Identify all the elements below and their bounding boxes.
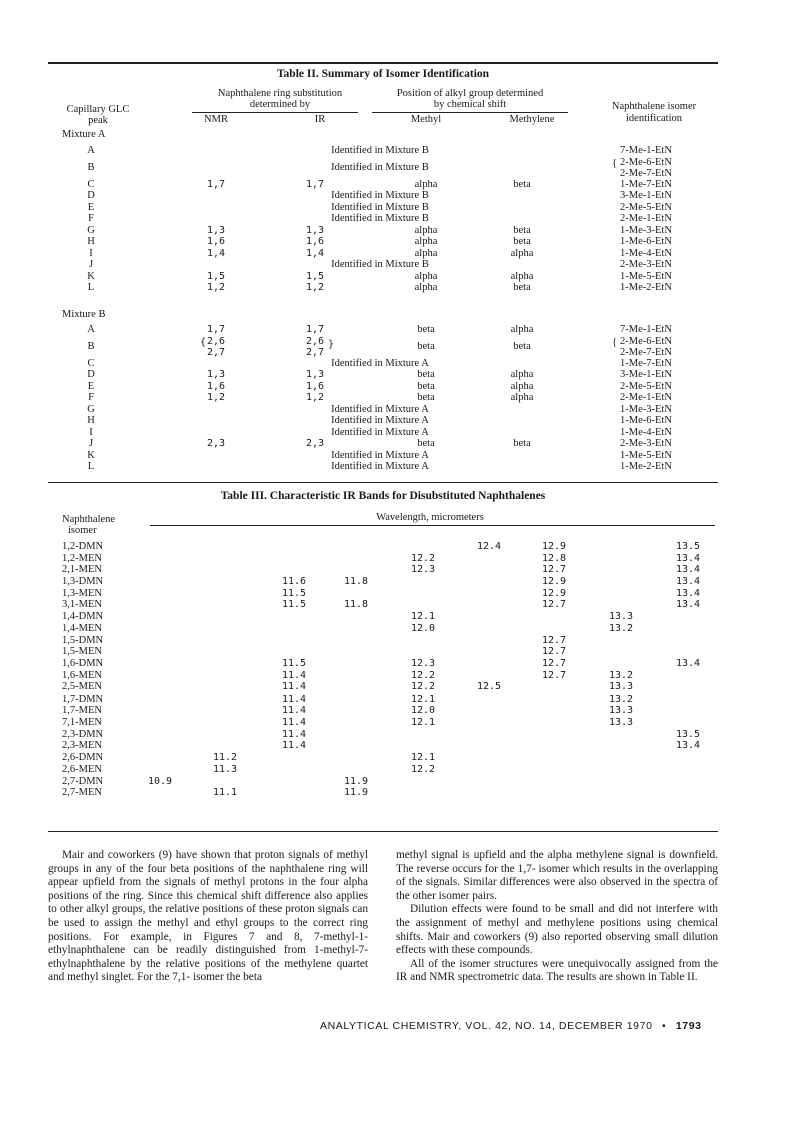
identified-in-note: Identified in Mixture B xyxy=(331,145,429,156)
ir-value: 2,6 xyxy=(306,335,325,347)
methyl-position: alpha xyxy=(414,224,438,236)
methyl-position: beta xyxy=(417,392,435,403)
methylene-position: alpha xyxy=(510,324,534,335)
ir-band-value: 13.4 xyxy=(676,658,701,670)
nmr-value: 1,7 xyxy=(207,324,226,335)
peak-letter: I xyxy=(89,247,93,259)
ir-band-value: 13.3 xyxy=(609,716,634,728)
nmr-value: 2,3 xyxy=(207,438,226,449)
isomer-identification: 1-Me-6-EtN xyxy=(620,415,672,426)
peak-letter: H xyxy=(87,415,95,426)
isomer-name: 1,3-DMN xyxy=(62,576,104,588)
position-rule xyxy=(372,112,568,113)
ir-band-value: 13.4 xyxy=(676,740,701,752)
table2-header-ir: IR xyxy=(314,114,326,125)
ir-band-value: 12.1 xyxy=(411,693,436,705)
isomer-name: 2,7-DMN xyxy=(62,775,104,787)
methylene-position: alpha xyxy=(510,369,534,380)
nmr-value: 1,6 xyxy=(207,236,226,247)
peak-letter: K xyxy=(87,270,95,282)
ir-band-value: 12.1 xyxy=(411,611,436,623)
peak-letter: K xyxy=(87,449,95,461)
ir-band-value: 13.3 xyxy=(609,681,634,693)
ir-band-value: 12.7 xyxy=(542,599,567,611)
nmr-value: 1,7 xyxy=(207,178,226,190)
methyl-position: beta xyxy=(417,369,435,380)
peak-letter: D xyxy=(87,369,95,380)
ir-value: 1,2 xyxy=(306,282,325,293)
ir-band-value: 13.4 xyxy=(676,564,701,575)
ir-band-value: 13.2 xyxy=(609,693,634,705)
table2-header-peak-1: Capillary GLC xyxy=(66,104,130,115)
isomer-identification: 2-Me-1-EtN xyxy=(620,213,672,224)
ir-band-value: 13.4 xyxy=(676,587,701,599)
ir-band-value: 11.4 xyxy=(282,728,307,740)
methyl-position: alpha xyxy=(414,247,438,259)
nmr-value: 2,6 xyxy=(207,335,226,347)
peak-letter: A xyxy=(87,324,95,335)
ir-band-value: 12.2 xyxy=(411,669,436,681)
isomer-name: 2,3-MEN xyxy=(62,740,102,752)
isomer-identification: 2-Me-7-EtN xyxy=(620,167,672,179)
nmr-value: 1,3 xyxy=(207,224,226,236)
ir-band-value: 12.3 xyxy=(411,564,436,575)
ir-band-value: 11.9 xyxy=(344,787,369,799)
ir-band-value: 12.9 xyxy=(542,587,567,599)
body-right-paragraph-1: methyl signal is upfield and the alpha methylene signal is downfield. The reverse occurs for the 1,7- isomer which results in the overlapping of the signals. Similar differences were also observed in the spectra of the other isomer pairs. xyxy=(396,849,718,902)
nmr-value: 1,5 xyxy=(207,270,226,282)
table2-header-peak-2: peak xyxy=(88,115,108,126)
peak-letter: J xyxy=(88,438,94,449)
peak-letter: H xyxy=(87,236,95,247)
isomer-name: 1,6-MEN xyxy=(62,669,102,681)
isomer-identification: 2-Me-6-EtN xyxy=(620,156,672,168)
ir-band-value: 11.5 xyxy=(282,587,307,599)
identified-in-note: Identified in Mixture A xyxy=(331,403,429,415)
ir-band-value: 12.2 xyxy=(411,552,436,564)
table2-header-position-2: by chemical shift xyxy=(433,99,507,110)
isomer-name: 1,4-DMN xyxy=(62,611,104,623)
ir-band-value: 13.4 xyxy=(676,552,701,564)
ir-band-value: 13.2 xyxy=(609,622,634,634)
ir-band-value: 13.5 xyxy=(676,541,701,552)
isomer-brace: { xyxy=(612,157,618,169)
body-left-column xyxy=(48,849,368,985)
methyl-position: alpha xyxy=(414,282,438,293)
ir-band-value: 13.3 xyxy=(609,611,634,623)
identified-in-note: Identified in Mixture A xyxy=(331,449,429,461)
table3-bottom-rule xyxy=(48,831,718,832)
ir-band-value: 11.5 xyxy=(282,599,307,611)
isomer-identification: 2-Me-1-EtN xyxy=(620,392,672,403)
ir-band-value: 11.1 xyxy=(213,787,238,799)
ir-band-value: 12.5 xyxy=(477,681,502,693)
isomer-name: 1,4-MEN xyxy=(62,622,102,634)
isomer-identification: 7-Me-1-EtN xyxy=(620,145,672,156)
methylene-position: beta xyxy=(513,224,531,236)
isomer-name: 2,1-MEN xyxy=(62,564,102,575)
methylene-position: beta xyxy=(513,438,531,449)
isomer-identification: 1-Me-7-EtN xyxy=(620,178,672,190)
ir-band-value: 12.7 xyxy=(542,564,567,575)
isomer-identification: 1-Me-4-EtN xyxy=(620,426,672,438)
isomer-identification: 2-Me-3-EtN xyxy=(620,438,672,449)
peak-letter: C xyxy=(87,357,95,369)
ir-band-value: 13.5 xyxy=(676,728,701,740)
ir-band-value: 12.7 xyxy=(542,646,567,658)
ir-band-value: 11.3 xyxy=(213,763,238,775)
ir-band-value: 11.5 xyxy=(282,658,307,670)
isomer-name: 1,6-DMN xyxy=(62,658,104,670)
journal-footer xyxy=(320,1020,702,1032)
methylene-position: alpha xyxy=(510,392,534,403)
ir-value: 1,3 xyxy=(306,369,325,380)
ir-value: 1,2 xyxy=(306,392,325,403)
table2-header-ring-sub-2: determined by xyxy=(249,99,311,110)
isomer-name: 3,1-MEN xyxy=(62,599,102,611)
table3-header-isomer-2: isomer xyxy=(68,525,97,536)
identified-in-note: Identified in Mixture B xyxy=(331,161,429,173)
isomer-identification: 1-Me-2-EtN xyxy=(620,461,672,472)
ir-band-value: 11.8 xyxy=(344,576,369,588)
ir-band-value: 13.2 xyxy=(609,669,634,681)
ir-band-value: 12.0 xyxy=(411,622,436,634)
ir-band-value: 11.4 xyxy=(282,740,307,752)
peak-letter: G xyxy=(87,224,95,236)
isomer-name: 1,2-MEN xyxy=(62,552,102,564)
identified-in-note: Identified in Mixture B xyxy=(331,190,429,201)
ir-band-value: 11.4 xyxy=(282,693,307,705)
isomer-name: 1,7-DMN xyxy=(62,693,104,705)
nmr-value: 1,2 xyxy=(207,392,226,403)
ir-band-value: 10.9 xyxy=(148,775,173,787)
journal-citation: ANALYTICAL CHEMISTRY, VOL. 42, NO. 14, DECEMBER 1970 xyxy=(320,1020,653,1032)
isomer-identification: 1-Me-3-EtN xyxy=(620,403,672,415)
ir-band-value: 12.9 xyxy=(542,576,567,588)
identified-in-note: Identified in Mixture A xyxy=(331,357,429,369)
nmr-value: 2,7 xyxy=(207,346,226,358)
ir-band-value: 11.2 xyxy=(213,752,238,764)
methylene-position: alpha xyxy=(510,247,534,259)
peak-letter: J xyxy=(88,259,94,270)
ir-value: 1,5 xyxy=(306,270,325,282)
ring-sub-rule xyxy=(192,112,358,113)
ir-band-value: 12.4 xyxy=(477,541,502,552)
isomer-identification: 3-Me-1-EtN xyxy=(620,190,672,201)
methylene-position: beta xyxy=(513,282,531,293)
body-right-paragraph-3: All of the isomer structures were unequivocally assigned from the IR and NMR spectrometric data. The results are shown in Table II. xyxy=(396,957,718,984)
body-left-paragraph: Mair and coworkers (9) have shown that proton signals of methyl groups in any of the four beta positions of the naphthalene ring will appear upfield from the signals of methyl protons in the four alpha positions of the ring. Since this chemical shift difference also applies to other alkyl groups, the relative positions of these proton signals can be used to assign the methyl and ethyl groups to the correct ring positions. For example, in Figures 7 and 8, 7-methyl-1-ethylnaphthalene can be readily distinguished from 1-methyl-7-ethylnaphthalene by the relative positions of the methylene quartet and methyl singlet. For the 7,1- isomer the beta xyxy=(48,849,368,984)
isomer-name: 1,5-MEN xyxy=(62,646,102,658)
peak-letter: I xyxy=(89,426,93,438)
nmr-value: 1,2 xyxy=(207,282,226,293)
isomer-identification: 1-Me-7-EtN xyxy=(620,357,672,369)
mixture-a-label: Mixture A xyxy=(62,129,106,140)
nmr-value: 1,4 xyxy=(207,247,226,259)
ir-value: 2,7 xyxy=(306,346,325,358)
isomer-identification: 7-Me-1-EtN xyxy=(620,324,672,335)
page-number: 1793 xyxy=(675,1020,702,1032)
identified-in-note: Identified in Mixture B xyxy=(331,213,429,224)
peak-letter: B xyxy=(87,340,95,352)
peak-letter: D xyxy=(87,190,95,201)
isomer-identification: 1-Me-5-EtN xyxy=(620,270,672,282)
methyl-position: beta xyxy=(417,324,435,335)
nmr-value: 1,3 xyxy=(207,369,226,380)
identified-in-note: Identified in Mixture A xyxy=(331,426,429,438)
ir-band-value: 11.4 xyxy=(282,705,307,716)
isomer-identification: 3-Me-1-EtN xyxy=(620,369,672,380)
methylene-position: alpha xyxy=(510,270,534,282)
isomer-name: 1,5-DMN xyxy=(62,634,104,646)
identified-in-note: Identified in Mixture A xyxy=(331,461,429,472)
top-rule xyxy=(48,62,718,64)
body-right-paragraph-2: Dilution effects were found to be small and did not interfere with the assignment of methyl and methylene positions using chemical shifts. Mair and coworkers (9) also reported observing small dilution effects with these compounds. xyxy=(396,903,718,957)
ir-band-value: 11.4 xyxy=(282,716,307,728)
table2-header-position-1: Position of alkyl group determined xyxy=(396,88,544,99)
table2-header-isomer-1: Naphthalene isomer xyxy=(611,101,697,112)
methyl-position: beta xyxy=(417,380,435,392)
isomer-name: 7,1-MEN xyxy=(62,716,102,728)
ir-band-value: 12.7 xyxy=(542,634,567,646)
nmr-value: { xyxy=(200,336,207,348)
isomer-identification: 1-Me-4-EtN xyxy=(620,247,672,259)
ir-value: 1,7 xyxy=(306,178,325,190)
ir-band-value: 12.2 xyxy=(411,763,436,775)
ir-band-value: 11.9 xyxy=(344,775,369,787)
methylene-position: beta xyxy=(513,178,531,190)
methyl-position: beta xyxy=(417,438,435,449)
table2-bottom-rule xyxy=(48,482,718,483)
ir-band-value: 12.0 xyxy=(411,705,436,716)
ir-value: 2,3 xyxy=(306,438,325,449)
ir-value: 1,6 xyxy=(306,236,325,247)
table3-header-wavelength: Wavelength, micrometers xyxy=(376,512,484,523)
isomer-identification: 2-Me-6-EtN xyxy=(620,335,672,347)
methyl-position: beta xyxy=(417,340,435,352)
table3-header-isomer-1: Naphthalene xyxy=(62,514,116,525)
peak-letter: E xyxy=(87,201,95,213)
peak-letter: G xyxy=(87,403,95,415)
ir-band-value: 13.3 xyxy=(609,705,634,716)
ir-value: } xyxy=(328,338,335,350)
body-right-column xyxy=(396,849,718,985)
identified-in-note: Identified in Mixture B xyxy=(331,201,429,213)
ir-band-value: 12.7 xyxy=(542,669,567,681)
table2-header-methylene: Methylene xyxy=(509,114,555,125)
nmr-value: 1,6 xyxy=(207,380,226,392)
ir-band-value: 13.4 xyxy=(676,599,701,611)
ir-value: 1,3 xyxy=(306,224,325,236)
table2-header-methyl: Methyl xyxy=(410,114,442,125)
table3-title: Table III. Characteristic IR Bands for Disubstituted Naphthalenes xyxy=(220,490,546,502)
methyl-position: alpha xyxy=(414,270,438,282)
isomer-name: 2,6-MEN xyxy=(62,763,102,775)
methyl-position: alpha xyxy=(414,178,438,190)
ir-band-value: 12.1 xyxy=(411,716,436,728)
isomer-name: 1,2-DMN xyxy=(62,541,104,552)
peak-letter: E xyxy=(87,380,95,392)
ir-band-value: 12.7 xyxy=(542,658,567,670)
isomer-identification: 1-Me-2-EtN xyxy=(620,282,672,293)
isomer-identification: 2-Me-5-EtN xyxy=(620,380,672,392)
ir-band-value: 13.4 xyxy=(676,576,701,588)
methyl-position: alpha xyxy=(414,236,438,247)
mixture-b-label: Mixture B xyxy=(62,309,106,320)
isomer-identification: 1-Me-3-EtN xyxy=(620,224,672,236)
isomer-name: 2,5-MEN xyxy=(62,681,102,693)
peak-letter: F xyxy=(88,392,94,403)
identified-in-note: Identified in Mixture B xyxy=(331,259,429,270)
peak-letter: C xyxy=(87,178,95,190)
isomer-identification: 2-Me-7-EtN xyxy=(620,346,672,358)
ir-band-value: 11.8 xyxy=(344,599,369,611)
table3-header-rule xyxy=(150,525,715,526)
isomer-name: 1,3-MEN xyxy=(62,587,102,599)
ir-value: 1,4 xyxy=(306,247,325,259)
peak-letter: A xyxy=(87,145,95,156)
isomer-identification: 1-Me-5-EtN xyxy=(620,449,672,461)
ir-band-value: 11.4 xyxy=(282,669,307,681)
isomer-identification: 2-Me-3-EtN xyxy=(620,259,672,270)
methylene-position: alpha xyxy=(510,380,534,392)
ir-band-value: 12.3 xyxy=(411,658,436,670)
ir-band-value: 12.8 xyxy=(542,552,567,564)
isomer-brace: { xyxy=(612,336,618,348)
ir-value: 1,7 xyxy=(306,324,325,335)
isomer-identification: 1-Me-6-EtN xyxy=(620,236,672,247)
ir-band-value: 12.9 xyxy=(542,541,567,552)
table2-title: Table II. Summary of Isomer Identification xyxy=(276,68,490,80)
isomer-name: 2,6-DMN xyxy=(62,752,104,764)
methylene-position: beta xyxy=(513,340,531,352)
table2-header-nmr: NMR xyxy=(204,114,228,125)
ir-band-value: 11.6 xyxy=(282,576,307,588)
table2-header-ring-sub-1: Naphthalene ring substitution xyxy=(217,88,343,99)
ir-band-value: 12.1 xyxy=(411,752,436,764)
footer-bullet: • xyxy=(662,1020,667,1032)
ir-band-value: 11.4 xyxy=(282,681,307,693)
isomer-name: 2,3-DMN xyxy=(62,728,104,740)
isomer-name: 1,7-MEN xyxy=(62,705,102,716)
isomer-name: 2,7-MEN xyxy=(62,787,102,799)
peak-letter: B xyxy=(87,161,95,173)
table2-header-isomer-2: identification xyxy=(626,113,682,124)
peak-letter: F xyxy=(88,213,94,224)
isomer-identification: 2-Me-5-EtN xyxy=(620,201,672,213)
peak-letter: L xyxy=(87,461,95,472)
methylene-position: beta xyxy=(513,236,531,247)
identified-in-note: Identified in Mixture A xyxy=(331,415,429,426)
peak-letter: L xyxy=(87,282,95,293)
ir-value: 1,6 xyxy=(306,380,325,392)
ir-band-value: 12.2 xyxy=(411,681,436,693)
